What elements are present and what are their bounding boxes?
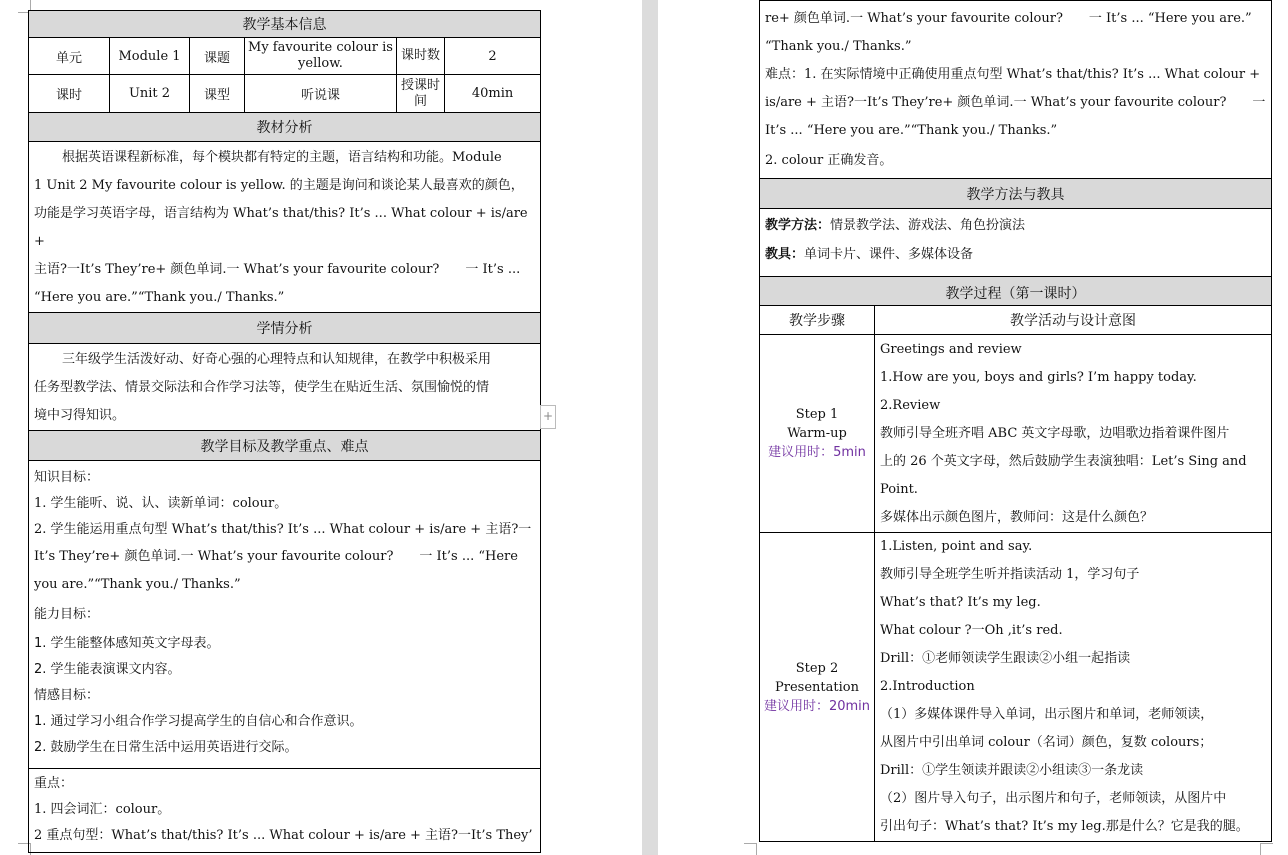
- unit-value: Module 1: [110, 38, 190, 75]
- goals-header: 教学目标及教学重点、难点: [29, 431, 541, 461]
- text-line: “Here you are.”“Thank you./ Thanks.”: [34, 290, 285, 305]
- basic-info-header: 教学基本信息: [29, 11, 541, 38]
- text-line: （1）多媒体课件导入单词，出示图片和单词，老师领读，: [880, 707, 1214, 722]
- text-line: 1. 学生能整体感知英文字母表。: [34, 636, 220, 651]
- text-line: 2.Introduction: [880, 679, 975, 694]
- corner-mark: [1260, 843, 1273, 855]
- lesson-label: 课时: [29, 75, 110, 113]
- step1-activities: [875, 335, 1272, 533]
- step2-cell: [760, 533, 875, 842]
- step1-name: Step 1: [795, 407, 839, 422]
- text-line: 1. 学生能听、说、认、读新单词：colour。: [34, 496, 288, 511]
- text-line: 1. 通过学习小组合作学习提高学生的自信心和合作意识。: [34, 714, 363, 729]
- lesson-value: Unit 2: [110, 75, 190, 113]
- tools-value: 单词卡片、课件、多媒体设备: [804, 247, 974, 262]
- text-line: you are.”“Thank you./ Thanks.”: [34, 577, 241, 592]
- material-analysis: [29, 142, 541, 313]
- step1-sub: Warm-up: [787, 426, 847, 441]
- methods-header: 教学方法与教具: [760, 179, 1272, 209]
- text-line: 任务型教学法、情景交际法和合作学习法等，使学生在贴近生活、氛围愉悦的情: [34, 380, 490, 395]
- methods-section: [760, 209, 1272, 277]
- text-line: 2. 学生能运用重点句型 What’s that/this? It’s ... What colour + is/are + 主语?一: [34, 522, 532, 537]
- right-page: [658, 0, 1288, 855]
- unit-label: 单元: [29, 38, 110, 75]
- step1-time: 建议用时：5min: [768, 445, 866, 460]
- text-line: re+ 颜色单词.一 What’s your favourite colour? 一 It’s ... “Here you are.”: [765, 11, 1252, 26]
- text-line: 多媒体出示颜色图片，教师问：这是什么颜色？: [880, 510, 1154, 525]
- text-line: What colour ?一Oh ,it’s red.: [880, 623, 1063, 638]
- tools-label: 教具：: [765, 247, 805, 262]
- step2-name: Step 2: [795, 660, 839, 676]
- key-points: [29, 769, 541, 853]
- text-line: （2）图片导入句子，出示图片和句子，老师领读，从图片中: [880, 791, 1227, 806]
- text-line: Greetings and review: [880, 342, 1022, 357]
- text-line: 上的 26 个英文字母，然后鼓励学生表演独唱：Let’s Sing and: [880, 454, 1247, 469]
- text-line: It’s They’re+ 颜色单词.一 What’s your favourite colour? 一 It’s ... “Here: [34, 549, 518, 564]
- text-line: 主语?一It’s They’re+ 颜色单词.一 What’s your favourite colour? 一 It’s ...: [34, 262, 521, 277]
- col-step-header: 教学步骤: [760, 306, 875, 335]
- text-line: What’s that? It’s my leg.: [880, 595, 1041, 610]
- text-line: 2.Review: [880, 398, 941, 413]
- text-line: 三年级学生活泼好动、好奇心强的心理特点和认知规律，在教学中积极采用: [62, 352, 492, 367]
- text-line: is/are + 主语?一It’s They’re+ 颜色单词.一 What’s your favourite colour? 一: [765, 95, 1266, 110]
- lesson-table-right: [759, 0, 1272, 842]
- text-line: 能力目标：: [34, 607, 100, 622]
- text-line: 根据英语课程新标准，每个模块都有特定的主题，语言结构和功能。Module: [62, 150, 502, 165]
- process-header: 教学过程（第一课时）: [760, 277, 1272, 306]
- topic-value: My favourite colour is yellow.: [245, 38, 397, 75]
- time-label: 授课时间: [397, 75, 445, 113]
- corner-mark: [744, 843, 757, 855]
- methods-label: 教学方法：: [765, 218, 831, 233]
- methods-value: 情景教学法、游戏法、角色扮演法: [830, 218, 1026, 233]
- lesson-table-left: [28, 10, 541, 853]
- teaching-goals: [29, 461, 541, 769]
- text-line: 1.How are you, boys and girls? I’m happy today.: [880, 370, 1197, 385]
- text-line: 知识目标：: [34, 470, 100, 485]
- text-line: Point.: [880, 482, 918, 497]
- text-line: 2. colour 正确发音。: [765, 153, 893, 168]
- type-label: 课型: [190, 75, 245, 113]
- text-line: 2. 鼓励学生在日常生活中运用英语进行交际。: [34, 740, 298, 755]
- add-row-icon[interactable]: +: [540, 405, 556, 429]
- text-line: 1. 四会词汇：colour。: [34, 802, 171, 817]
- text-line: It’s ... “Here you are.”“Thank you./ Thanks.”: [765, 123, 1058, 138]
- text-line: 教师引导全班齐唱 ABC 英文字母歌，边唱歌边指着课件图片: [880, 426, 1230, 441]
- text-line: 从图片中引出单词 colour（名词）颜色，复数 colours；: [880, 735, 1213, 750]
- text-line: 情感目标：: [34, 688, 100, 703]
- type-value: 听说课: [245, 75, 397, 113]
- text-line: Drill：①学生领读并跟读②小组读③一条龙读: [880, 763, 1144, 778]
- text-line: 教师引导全班学生听并指读活动 1，学习句子: [880, 567, 1140, 582]
- time-value: 40min: [445, 75, 541, 113]
- topic-label: 课题: [190, 38, 245, 75]
- step2-sub: Presentation: [775, 679, 859, 695]
- hours-value: 2: [445, 38, 541, 75]
- text-line: 2. 学生能表演课文内容。: [34, 662, 181, 677]
- page-gutter: [642, 0, 658, 855]
- hours-label: 课时数: [397, 38, 445, 75]
- text-line: 2 重点句型：What’s that/this? It’s ... What colour + is/are + 主语?一It’s They’: [34, 828, 533, 843]
- material-header: 教材分析: [29, 113, 541, 142]
- col-activity-header: 教学活动与设计意图: [875, 306, 1272, 335]
- step2-activities: [875, 533, 1272, 842]
- text-line: “Thank you./ Thanks.”: [765, 39, 912, 54]
- text-line: 重点：: [34, 776, 74, 791]
- step1-cell: [760, 335, 875, 533]
- text-line: 引出句子：What’s that? It’s my leg.那是什么？它是我的腿。: [880, 819, 1249, 834]
- student-analysis: [29, 344, 541, 431]
- text-line: 1 Unit 2 My favourite colour is yellow. 的主题是询问和谈论某人最喜欢的颜色，: [34, 178, 524, 193]
- text-line: Drill：①老师领读学生跟读②小组一起指读: [880, 651, 1131, 666]
- text-line: 境中习得知识。: [34, 408, 126, 423]
- student-header: 学情分析: [29, 313, 541, 344]
- step2-time: 建议用时：20min: [763, 698, 871, 714]
- difficulty-section: [760, 1, 1272, 179]
- left-page: [0, 0, 642, 855]
- text-line: 难点：1. 在实际情境中正确使用重点句型 What’s that/this? It’s ... What colour +: [765, 67, 1261, 82]
- text-line: 功能是学习英语字母，语言结构为 What’s that/this? It’s ... What colour + is/are +: [34, 206, 528, 249]
- text-line: 1.Listen, point and say.: [880, 539, 1033, 554]
